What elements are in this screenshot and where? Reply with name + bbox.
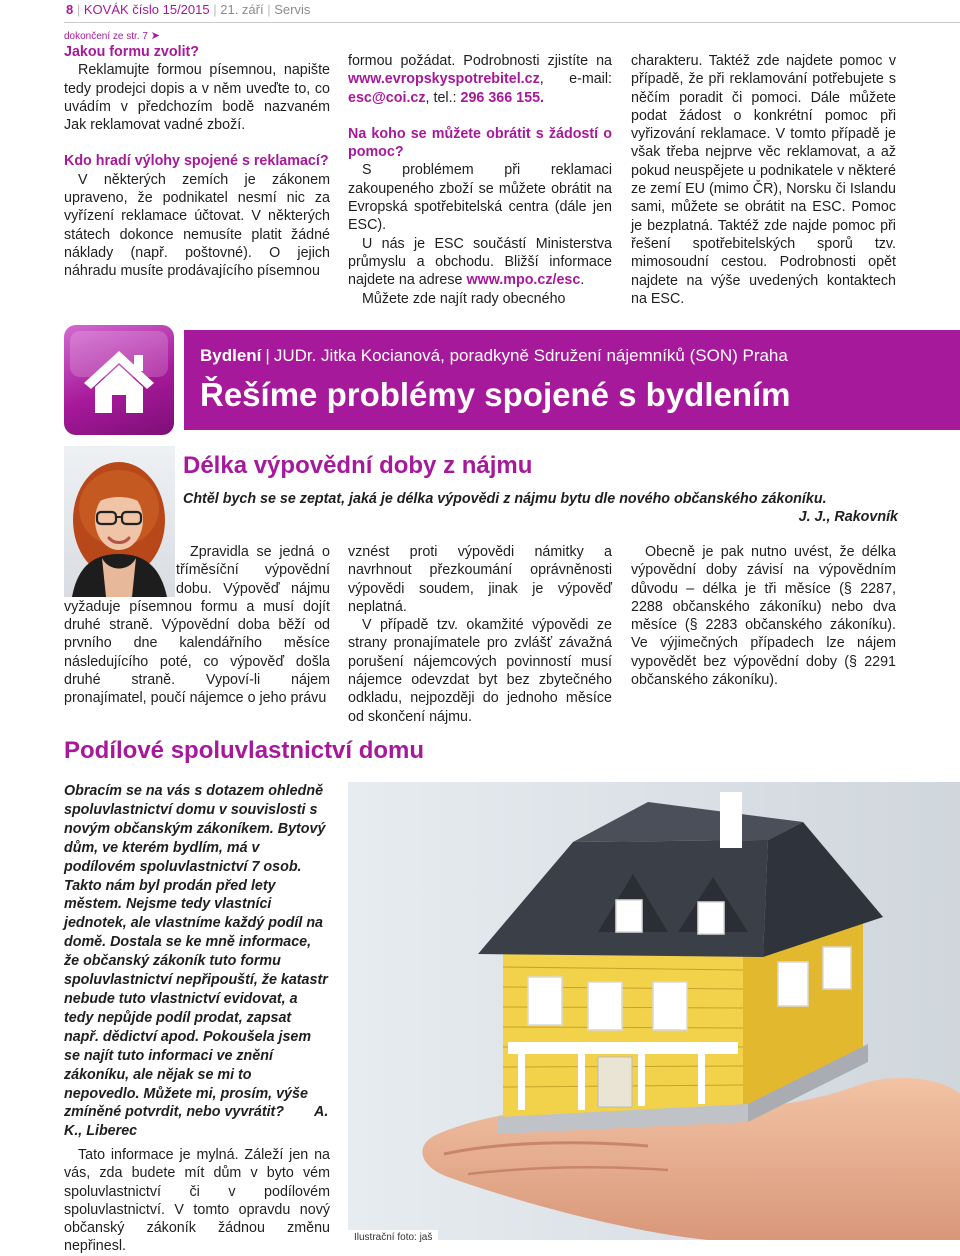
article1-answer-2a: vznést proti výpovědi námitky a navrhnout přezkoumání oprávněnosti výpovědi soudem, jinak je výpověď neplatná. — [348, 544, 612, 615]
article1-signature: J. J., Rakovník — [798, 509, 898, 525]
house-in-hand-photo — [348, 782, 960, 1240]
page-header: 8 | KOVÁK číslo 15/2015 | 21. září | Servis — [66, 2, 311, 17]
house-icon — [64, 325, 174, 435]
portrait-wrap-space — [64, 543, 176, 597]
article1-column-1 — [64, 543, 330, 708]
paragraph-ministry: U nás je ESC součástí Ministerstva průmyslu a obchodu. Bližší informace najdete na adrese www.mpo.cz/esc. — [348, 235, 612, 289]
photo-credit: Ilustrační foto: jaš — [348, 1230, 438, 1245]
paragraph-esc: S problémem při reklamaci zakoupeného zboží se můžete obrátit na Evropská spotřebitelská centra (dále jen ESC). — [348, 162, 612, 234]
header-divider — [64, 22, 960, 23]
publication-title: KOVÁK číslo 15/2015 — [83, 2, 210, 17]
heading-form: Jakou formu zvolit? — [64, 44, 200, 60]
continued-note: dokončení ze str. 7 ➤ — [64, 30, 160, 42]
article1-answer-1: Zpravidla se jedná o tříměsíční výpovědní dobu. Výpověď nájmu vyžaduje písemnou formu a musí dojít druhé straně. Výpovědní doba běží od prvního dne kalendářního měsíce následujícího poté, co výpověď došla druhé straně. Vypoví-li nájem pronajímatel, poučí nájemce o jeho právu — [64, 544, 330, 707]
page-number: 8 — [66, 2, 74, 17]
article1-column-3 — [631, 543, 896, 689]
banner-category: Bydlení — [200, 346, 262, 365]
article2-answer-column — [64, 1146, 330, 1256]
arrow-right-icon: ➤ — [150, 30, 160, 42]
phone-number: 296 366 155. — [460, 89, 544, 106]
article2-question: Obracím se na vás s dotazem ohledně spoluvlastnictví domu v souvislosti s novým občanským zákoníkem. Bytový dům, ve kterém bydlím, má v podílovém spoluvlastnictví 7 osob. Takto nám byl prodán před lety městem. Nejsme tedy vlastníci jednotek, ale vlastníme každý podíl na domě. Dostala se ke mně informace, že občanský zákoník tuto formu spoluvlastnictví nepřipouští, že katastr nebude tuto vlastnictví evidovat, a tedy nepůjde podíl prodat, zapsat např. dědictví apod. Pokoušela jsem se najít tuto informaci ve znění zákoníku, ale nějak se mi to nepovedlo. Můžete mi, prosím, výše zmíněné potvrdit, nebo vyvrátit? A. K., Liberec — [64, 783, 329, 1140]
article2-signature: A. K., Liberec — [64, 1104, 329, 1140]
section-banner — [64, 325, 960, 435]
article2-answer: Tato informace je mylná. Záleží jen na vás, zda budete mít dům v byto vém spoluvlastnictví či v podílovém spoluvlastnictví. V tomto opravdu nový občanský zákoník žádnou změnu nepřinesl. — [64, 1147, 330, 1255]
article2-title: Podílové spoluvlastnictví domu — [64, 737, 425, 764]
paragraph-esc-help: charakteru. Taktéž zde najdete pomoc v případě, že při reklamování potřebujete s něčím poradit či pomoci. Dále můžete podat žádost o konkrétní pomoc při vyřizování reklamace. V tomto případě je však třeba nejprve věc reklamovat, a až pokud neuspějete u podnikatele v některé ze zemí EU (mimo ČR), Norsku či Islandu sami, můžete se obrátit na ESC. Pomoc je bezplatná. Taktéž zde najde pomoc při řešení spotřebitelských sporů tzv. mimosoudní cestou. Podrobnosti opět najdete na výše uvedených kontaktech na ESC. — [631, 53, 896, 307]
link-email[interactable]: esc@coi.cz — [348, 89, 426, 106]
paragraph-costs: V některých zemích je zákonem upraveno, že podnikatel nesmí nic za vyřízení reklamace účtovat. V některých státech dokonce nemusíte platit žádné náklady (např. poštovné). O jejich náhradu musíte prodávajícího písemnou — [64, 171, 330, 280]
paragraph-contacts: formou požádat. Podrobnosti zjistíte na www.evropskyspotrebitel.cz, e-mail: esc@coi.cz, tel.: 296 366 155. — [348, 53, 612, 106]
issue-date: 21. září — [220, 2, 264, 17]
article1-title: Délka výpovědní doby z nájmu — [183, 452, 533, 479]
link-evropskyspotrebitel[interactable]: www.evropskyspotrebitel.cz — [348, 71, 540, 88]
top-column-2 — [348, 52, 612, 308]
link-mpo[interactable]: www.mpo.cz/esc — [466, 272, 581, 289]
article1-question: Chtěl bych se se zeptat, jaká je délka výpovědi z nájmu bytu dle nového občanského zákoníku. — [183, 491, 827, 507]
top-column-1 — [64, 30, 330, 281]
banner-author: JUDr. Jitka Kocianová, poradkyně Sdružení nájemníků (SON) Praha — [273, 346, 788, 365]
top-column-3 — [631, 52, 896, 308]
paragraph-form: Reklamujte formou písemnou, napište tedy prodejci dopis a v něm uveďte to, co uvádím v předchozím bodě nazvaném Jak reklamovat vadné zboží. — [64, 62, 330, 134]
banner-title: Řešíme problémy spojené s bydlením — [200, 376, 791, 413]
article1-column-2 — [348, 543, 612, 726]
banner-bar — [184, 330, 960, 430]
heading-costs: Kdo hradí výlohy spojené s reklamací? — [64, 153, 329, 170]
paragraph-advice: Můžete zde najít rady obecného — [362, 290, 566, 307]
section-name: Servis — [274, 2, 311, 17]
article1-answer-2b: V případě tzv. okamžité výpovědi ze strany pronajímatele pro zvlášť závažná porušení nájemcových povinností musí nájemce odevzdat byt bez zbytečného odkladu, nejpozději do jednoho měsíce od skončení nájmu. — [348, 617, 612, 725]
banner-subtitle: Bydlení | JUDr. Jitka Kocianová, poradkyně Sdružení nájemníků (SON) Praha — [200, 346, 788, 365]
article1-answer-3: Obecně je pak nutno uvést, že délka výpovědní doby závisí na výpovědním důvodu – délka je tři měsíce (§ 2287, 2288 občanského zákoníku) nebo dva měsíce (§ 2283 občanského zákoníku). Ve výjimečných případech lze nájem vypovědět bez výpovědní doby (§ 2291 občanského zákoníku). — [631, 544, 896, 689]
heading-help: Na koho se můžete obrátit s žádostí o pomoc? — [348, 125, 612, 161]
